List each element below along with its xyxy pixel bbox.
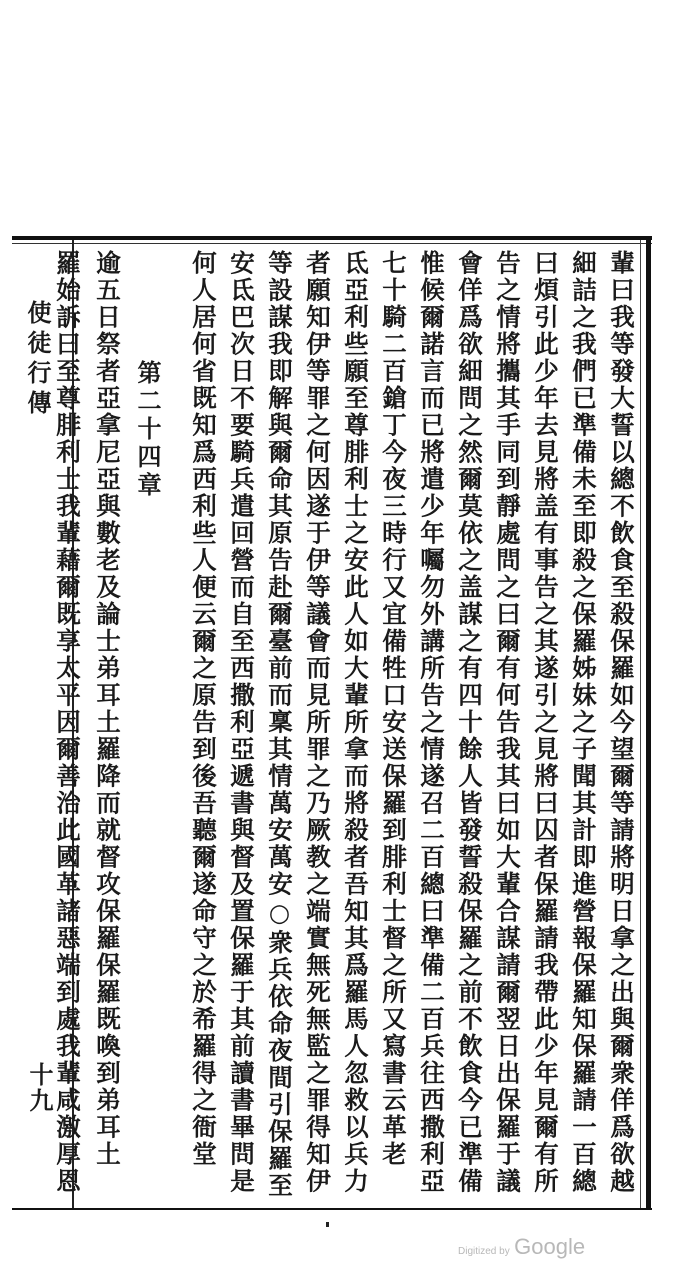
text-column: 安氐巴次日不要騎兵遣回營而自至西撒利亞遞書與督及置保羅于其前讀書畢問是 <box>227 250 256 1195</box>
frame-right-rule-inner <box>640 240 641 1208</box>
google-logo: Google <box>514 1234 586 1259</box>
text-column: 告之情將攜其手同到靜處問之曰爾有何告我其曰如大輩合謀請爾翌日出保羅于議 <box>493 250 522 1195</box>
text-column: 等設謀我即解與爾命其原告赴爾臺前而稟其情萬安萬安○衆兵依命夜間引保羅至 <box>265 250 294 1200</box>
text-column: 氐亞利些願至尊腓利士之安此人如大輩所拿而將殺者吾知其爲羅馬人忽救以兵力 <box>341 250 370 1195</box>
text-column: 曰煩引此少年去見將盖有事告之其遂引之見將曰囚者保羅請我帶此少年見爾有所 <box>531 250 560 1195</box>
text-column: 會佯爲欲細問之然爾莫依之盖謀之有四十餘人皆發誓殺保羅之前不飲食今已準備 <box>455 250 484 1195</box>
text-column: 輩曰我等發大誓以總不飲食至殺保羅如今望爾等請將明日拿之出與爾衆佯爲欲越 <box>607 250 636 1195</box>
text-column: 羅始訴曰至尊腓利士我輩藉爾既享太平因爾善治此國革諸惡端到處我輩咸激厚恩 <box>53 250 82 1195</box>
frame-top-rule-inner <box>12 243 652 244</box>
text-column: 七十騎二百鎗丁今夜三時行又宜備牲口安送保羅到腓利士督之所又寫書云革老 <box>379 250 408 1168</box>
text-column: 惟候爾諾言而已將遣少年囑勿外講所告之情遂召二百總曰準備二百兵往西撒利亞 <box>417 250 446 1195</box>
text-column: 逾五日祭者亞拿尼亞與數老及論士弟耳土羅降而就督攻保羅保羅既喚到弟耳土 <box>93 250 122 1168</box>
text-column: 者願知伊等罪之何因遂于伊等議會而見所罪之乃厥教之端實無死無監之罪得知伊 <box>303 250 332 1195</box>
frame-right-rule <box>646 236 651 1210</box>
text-column: 何人居何省既知爲西利些人便云爾之原告到後吾聽爾遂命守之於希羅得之衙堂 <box>189 250 218 1168</box>
ink-mark <box>326 1222 329 1227</box>
chapter-heading: 第二十四章 <box>133 360 162 500</box>
frame-bottom-rule <box>12 1208 652 1210</box>
frame-top-rule <box>12 236 652 240</box>
text-column <box>148 250 182 1200</box>
text-column: 細詰之我們已準備未至即殺之保羅姊妹之子聞其計即進營報保羅知保羅請一百總 <box>569 250 598 1195</box>
page-folio: 十九 <box>25 1062 54 1114</box>
watermark-prefix: Digitized by <box>458 1246 510 1257</box>
digitized-watermark <box>458 1234 585 1260</box>
book-title: 使徒行傳 <box>23 300 52 420</box>
